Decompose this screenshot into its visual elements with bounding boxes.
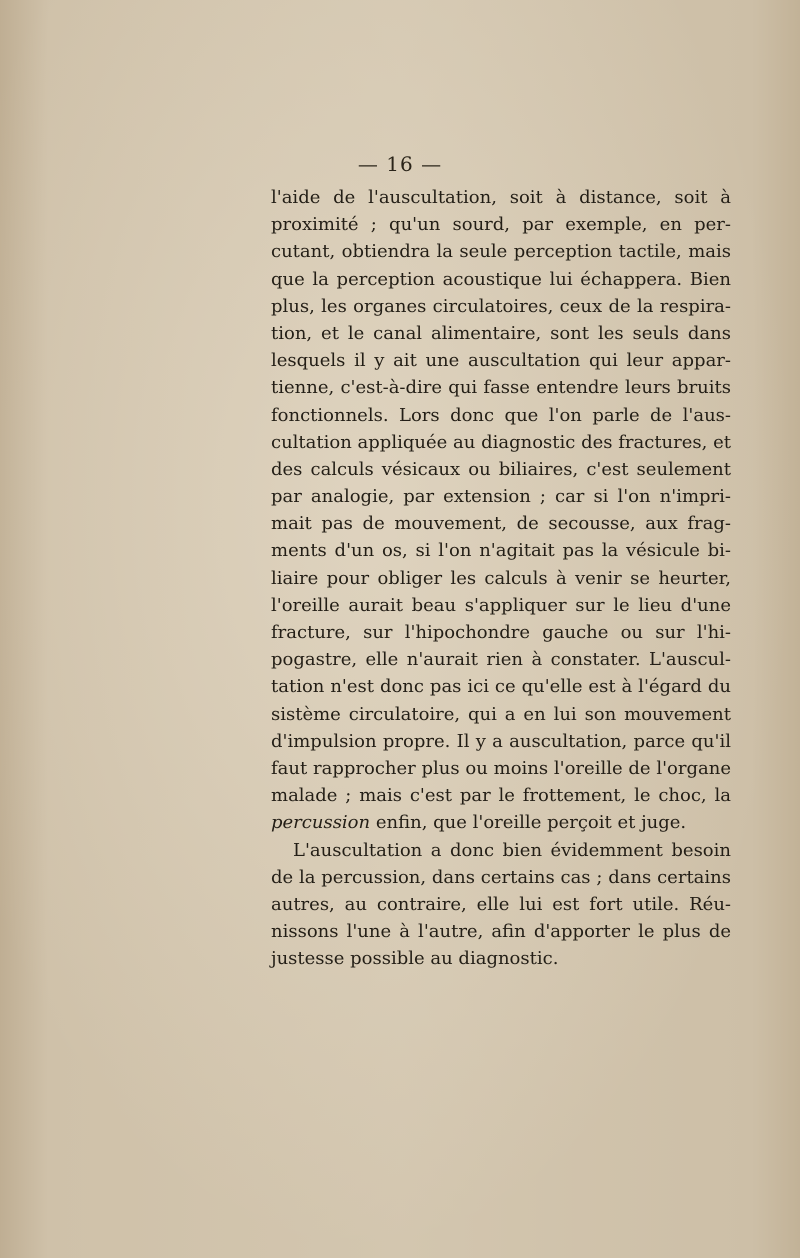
page-number-header: — 16 — xyxy=(357,152,443,176)
italic-word: percussion xyxy=(271,812,371,834)
text-line: autres, au contraire, elle lui est fort utile. Réu- xyxy=(271,893,731,915)
body-text xyxy=(271,184,731,972)
text-line: l'aide de l'auscultation, soit à distance, soit à xyxy=(271,187,731,208)
text-line: tation n'est donc pas ici ce qu'elle est à l'égard du xyxy=(271,676,731,698)
text-line: plus, les organes circulatoires, ceux de la respira- xyxy=(271,295,731,317)
text-line: lesquels il y ait une auscultation qui leur appar- xyxy=(271,350,731,372)
text-line: proximité ; qu'un sourd, par exemple, en per- xyxy=(271,214,731,236)
text-line: que la perception acoustique lui échappera. Bien xyxy=(271,268,731,290)
text-line-rest: enfin, que l'oreille perçoit et juge. xyxy=(370,812,687,834)
text-line: sistème circulatoire, qui a en lui son mouvement xyxy=(271,703,731,725)
text-line: des calculs vésicaux ou biliaires, c'est seulement xyxy=(271,458,731,480)
text-line: fonctionnels. Lors donc que l'on parle de l'aus- xyxy=(271,404,731,426)
paragraph-start-line: L'auscultation a donc bien évidemment besoin xyxy=(293,839,731,861)
text-line: cutant, obtiendra la seule perception tactile, mais xyxy=(271,241,731,263)
text-line: tienne, c'est-à-dire qui fasse entendre leurs bruits xyxy=(271,377,731,399)
text-line: malade ; mais c'est par le frottement, le choc, la xyxy=(271,785,731,807)
text-line: faut rapprocher plus ou moins l'oreille de l'organe xyxy=(271,757,731,779)
text-line: liaire pour obliger les calculs à venir se heurter, xyxy=(271,567,731,589)
text-line: ments d'un os, si l'on n'agitait pas la vésicule bi- xyxy=(271,540,731,562)
text-line: tion, et le canal alimentaire, sont les seuls dans xyxy=(271,322,731,344)
text-line: nissons l'une à l'autre, afin d'apporter le plus de xyxy=(271,921,731,943)
text-line: fracture, sur l'hipochondre gauche ou sur l'hi- xyxy=(271,622,731,643)
text-line: l'oreille aurait beau s'appliquer sur le lieu d'une xyxy=(271,594,731,616)
text-line: pogastre, elle n'aurait rien à constater. L'auscul- xyxy=(271,649,731,671)
text-line: cultation appliquée au diagnostic des fractures, et xyxy=(271,431,731,453)
text-line: de la percussion, dans certains cas ; dans certains xyxy=(271,866,731,888)
text-line: justesse possible au diagnostic. xyxy=(271,948,559,970)
text-line: mait pas de mouvement, de secousse, aux frag- xyxy=(271,513,731,535)
text-line: d'impulsion propre. Il y a auscultation, parce qu'il xyxy=(271,730,731,752)
text-line: par analogie, par extension ; car si l'on n'impri- xyxy=(271,486,731,508)
text-line xyxy=(271,809,731,836)
